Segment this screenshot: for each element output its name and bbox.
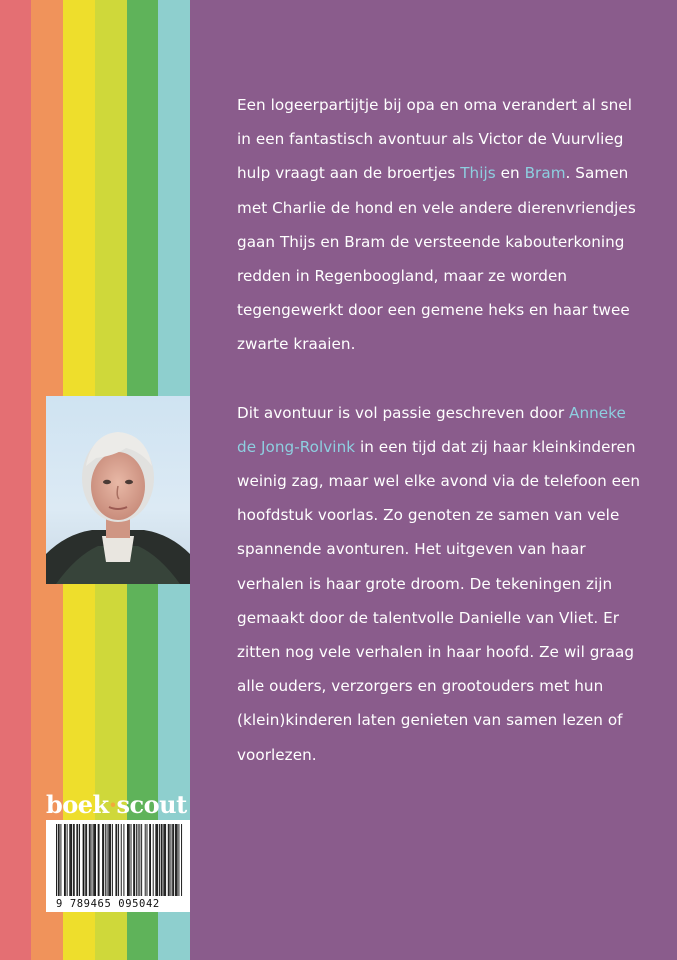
barcode-bar <box>112 824 113 896</box>
barcode-bar <box>136 824 137 896</box>
barcode-bar <box>127 824 128 896</box>
barcode-bar <box>181 824 182 896</box>
barcode-bar <box>134 824 135 896</box>
barcode-bar <box>168 824 169 896</box>
barcode-bar <box>90 824 91 896</box>
barcode-bar <box>157 824 158 896</box>
barcode-bar <box>161 824 162 896</box>
barcode-digits: 9 789465 095042 <box>56 898 160 910</box>
barcode-bar <box>172 824 173 896</box>
barcode-bar <box>165 824 166 896</box>
barcode-bar <box>107 824 108 896</box>
barcode-bar <box>155 824 156 896</box>
barcode-bar <box>89 824 90 896</box>
barcode-bar <box>150 824 151 896</box>
barcode-bar <box>159 824 160 896</box>
barcode-bar <box>86 824 87 896</box>
barcode-bar <box>108 824 109 896</box>
barcode-bar <box>73 824 74 896</box>
barcode-bar <box>74 824 75 896</box>
isbn-barcode <box>46 820 190 912</box>
text-segment: Een logeerpartijtje bij opa en oma verandert al snel in een fantastisch avontuur als Victor de Vuurvlieg hulp vraagt aan de broertjes <box>237 96 632 183</box>
barcode-bar <box>173 824 174 896</box>
blurb-paragraph-2 <box>237 396 647 772</box>
barcode-bar <box>149 824 150 896</box>
barcode-bar <box>67 824 68 896</box>
barcode-bar <box>99 824 100 896</box>
text-segment: . Samen met Charlie de hond en vele andere dierenvriendjes gaan Thijs en Bram de versteende kabouterkoning redden in Regenboogland, maar ze worden tegengewerkt door een gemene heks en haar twee zwarte kraaien. <box>237 164 636 354</box>
logo-text-scout: scout <box>116 790 187 819</box>
barcode-bar <box>105 824 106 896</box>
text-segment: in een tijd dat zij haar kleinkinderen weinig zag, maar wel elke avond via de telefoon een hoofdstuk voorlas. Zo genoten ze samen van vele spannende avonturen. Het uitgeven van haar verhalen is haar grote droom. De tekeningen zijn gemaakt door de talentvolle Danielle van Vliet. Er zitten nog vele verhalen in haar hoofd. Ze wil graag alle ouders, verzorgers en grootouders met hun (klein)kinderen laten genieten van samen lezen of voorlezen. <box>237 437 641 764</box>
logo-dot: · <box>108 790 117 819</box>
barcode-bar <box>133 824 134 896</box>
barcode-bar <box>79 824 80 896</box>
barcode-bar <box>164 824 165 896</box>
barcode-bar <box>176 824 177 896</box>
barcode-bars <box>46 824 190 904</box>
barcode-bar <box>65 824 66 896</box>
barcode-bar <box>103 824 104 896</box>
barcode-bar <box>169 824 170 896</box>
barcode-bar <box>70 824 71 896</box>
barcode-bar <box>138 824 139 896</box>
barcode-bar <box>141 824 142 896</box>
highlighted-name: Bram <box>524 164 566 183</box>
barcode-bar <box>91 824 92 896</box>
barcode-bar <box>76 824 77 896</box>
barcode-bar <box>56 824 57 896</box>
blurb-text <box>237 88 647 772</box>
barcode-bar <box>121 824 122 896</box>
barcode-bar <box>131 824 132 896</box>
text-segment: en <box>495 164 525 183</box>
barcode-bar <box>116 824 117 896</box>
barcode-bar <box>84 824 85 896</box>
text-segment: Dit avontuur is vol passie geschreven door <box>237 403 569 422</box>
barcode-bar <box>64 824 65 896</box>
barcode-bar <box>71 824 72 896</box>
barcode-bar <box>58 824 59 896</box>
blurb-paragraph-1 <box>237 88 647 362</box>
barcode-bar <box>110 824 111 896</box>
barcode-bar <box>93 824 94 896</box>
barcode-bar <box>170 824 171 896</box>
highlighted-name: Anneke de Jong-Rolvink <box>237 403 626 456</box>
barcode-bar <box>94 824 95 896</box>
barcode-bar <box>178 824 179 896</box>
logo-text-boek: boek <box>46 790 109 819</box>
barcode-bar <box>59 824 60 896</box>
barcode-bar <box>115 824 116 896</box>
barcode-bar <box>95 824 96 896</box>
barcode-bar <box>147 824 148 896</box>
barcode-bar <box>145 824 146 896</box>
barcode-bar <box>60 824 61 896</box>
barcode-bar <box>156 824 157 896</box>
author-portrait-image <box>46 396 190 584</box>
barcode-bar <box>163 824 164 896</box>
barcode-bar <box>123 824 124 896</box>
highlighted-name: Thijs <box>460 164 496 183</box>
barcode-bar <box>128 824 129 896</box>
barcode-bar <box>83 824 84 896</box>
barcode-bar <box>129 824 130 896</box>
barcode-bar <box>177 824 178 896</box>
barcode-bar <box>69 824 70 896</box>
author-photo <box>46 396 190 584</box>
stripe-1 <box>0 0 31 960</box>
barcode-bar <box>85 824 86 896</box>
barcode-bar <box>162 824 163 896</box>
barcode-bar <box>118 824 119 896</box>
barcode-bar <box>153 824 154 896</box>
barcode-bar <box>98 824 99 896</box>
barcode-bar <box>77 824 78 896</box>
barcode-bar <box>109 824 110 896</box>
barcode-bar <box>139 824 140 896</box>
boekscout-logo <box>46 790 190 820</box>
barcode-bar <box>102 824 103 896</box>
barcode-bar <box>175 824 176 896</box>
